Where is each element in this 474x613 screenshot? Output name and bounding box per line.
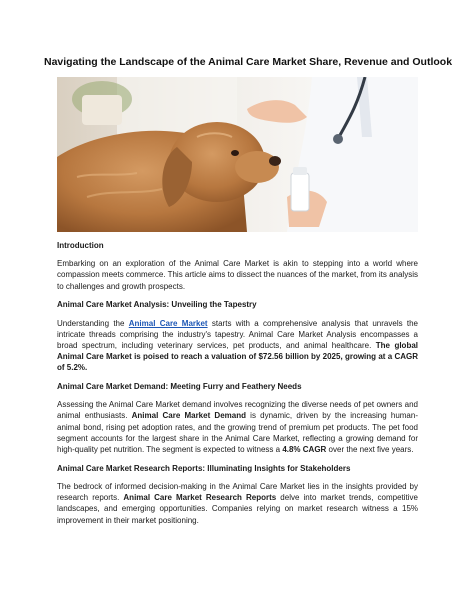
analysis-highlight: The global Animal Care Market is poised to reach a valuation of $72.56 billion by 2025, growing at a CAGR of 5.2%. [57, 340, 418, 373]
demand-highlight-2: 4.8% CAGR [282, 445, 327, 455]
analysis-text-1: Understanding the [57, 318, 129, 328]
page-title: Navigating the Landscape of the Animal Care Market Share, Revenue and Outlook [44, 56, 453, 68]
reports-text-1: The bedrock of informed decision-making in the Animal Care Market lies in the insights provided by research reports. [57, 481, 418, 503]
analysis-heading: Animal Care Market Analysis: Unveiling the Tapestry [57, 300, 257, 310]
reports-text-2: delve into market trends, competitive landscapes, and emerging opportunities. Companies relying on market research witness a 15% improvement in their market positioning. [57, 493, 418, 525]
demand-heading: Animal Care Market Demand: Meeting Furry and Feathery Needs [57, 382, 302, 392]
intro-heading: Introduction [57, 241, 104, 250]
reports-highlight: Animal Care Market Research Reports [123, 493, 277, 503]
article-body [57, 240, 418, 533]
intro-paragraph: Embarking on an exploration of the Animal Care Market is akin to stepping into a world where compassion meets commerce. This article aims to dissect the nuances of the market, from its analysis to challenges and growth prospects. [57, 259, 418, 291]
demand-text-3: over the next five years. [326, 445, 414, 455]
analysis-paragraph [57, 318, 418, 374]
demand-text-2: is dynamic, driven by the increasing human-animal bond, rising pet adoption rates, and the growing trend of premium pet products. The pet food segment accounts for the largest share in the Animal Care Market, reflecting a growing demand for high-quality pet nutrition. The segment is expected to witness a [57, 411, 418, 455]
reports-paragraph [57, 481, 418, 526]
demand-text-1: Assessing the Animal Care Market demand involves recognizing the diverse needs of pet owners and animal enthusiasts. [57, 400, 418, 421]
analysis-text-2: starts with a comprehensive analysis that unravels the intricate threads comprising the industry's tapestry. Animal Care Market Analysis encompasses a broad spectrum, including veterinary services, pet products, and animal healthcare. [57, 318, 419, 350]
vet-examining-dog-image [57, 77, 418, 232]
reports-heading: Animal Care Market Research Reports: Illuminating Insights for Stakeholders [57, 463, 351, 473]
animal-care-market-link[interactable]: Animal Care Market [128, 318, 208, 328]
demand-highlight-1: Animal Care Market Demand [131, 411, 246, 421]
demand-paragraph [57, 399, 418, 455]
